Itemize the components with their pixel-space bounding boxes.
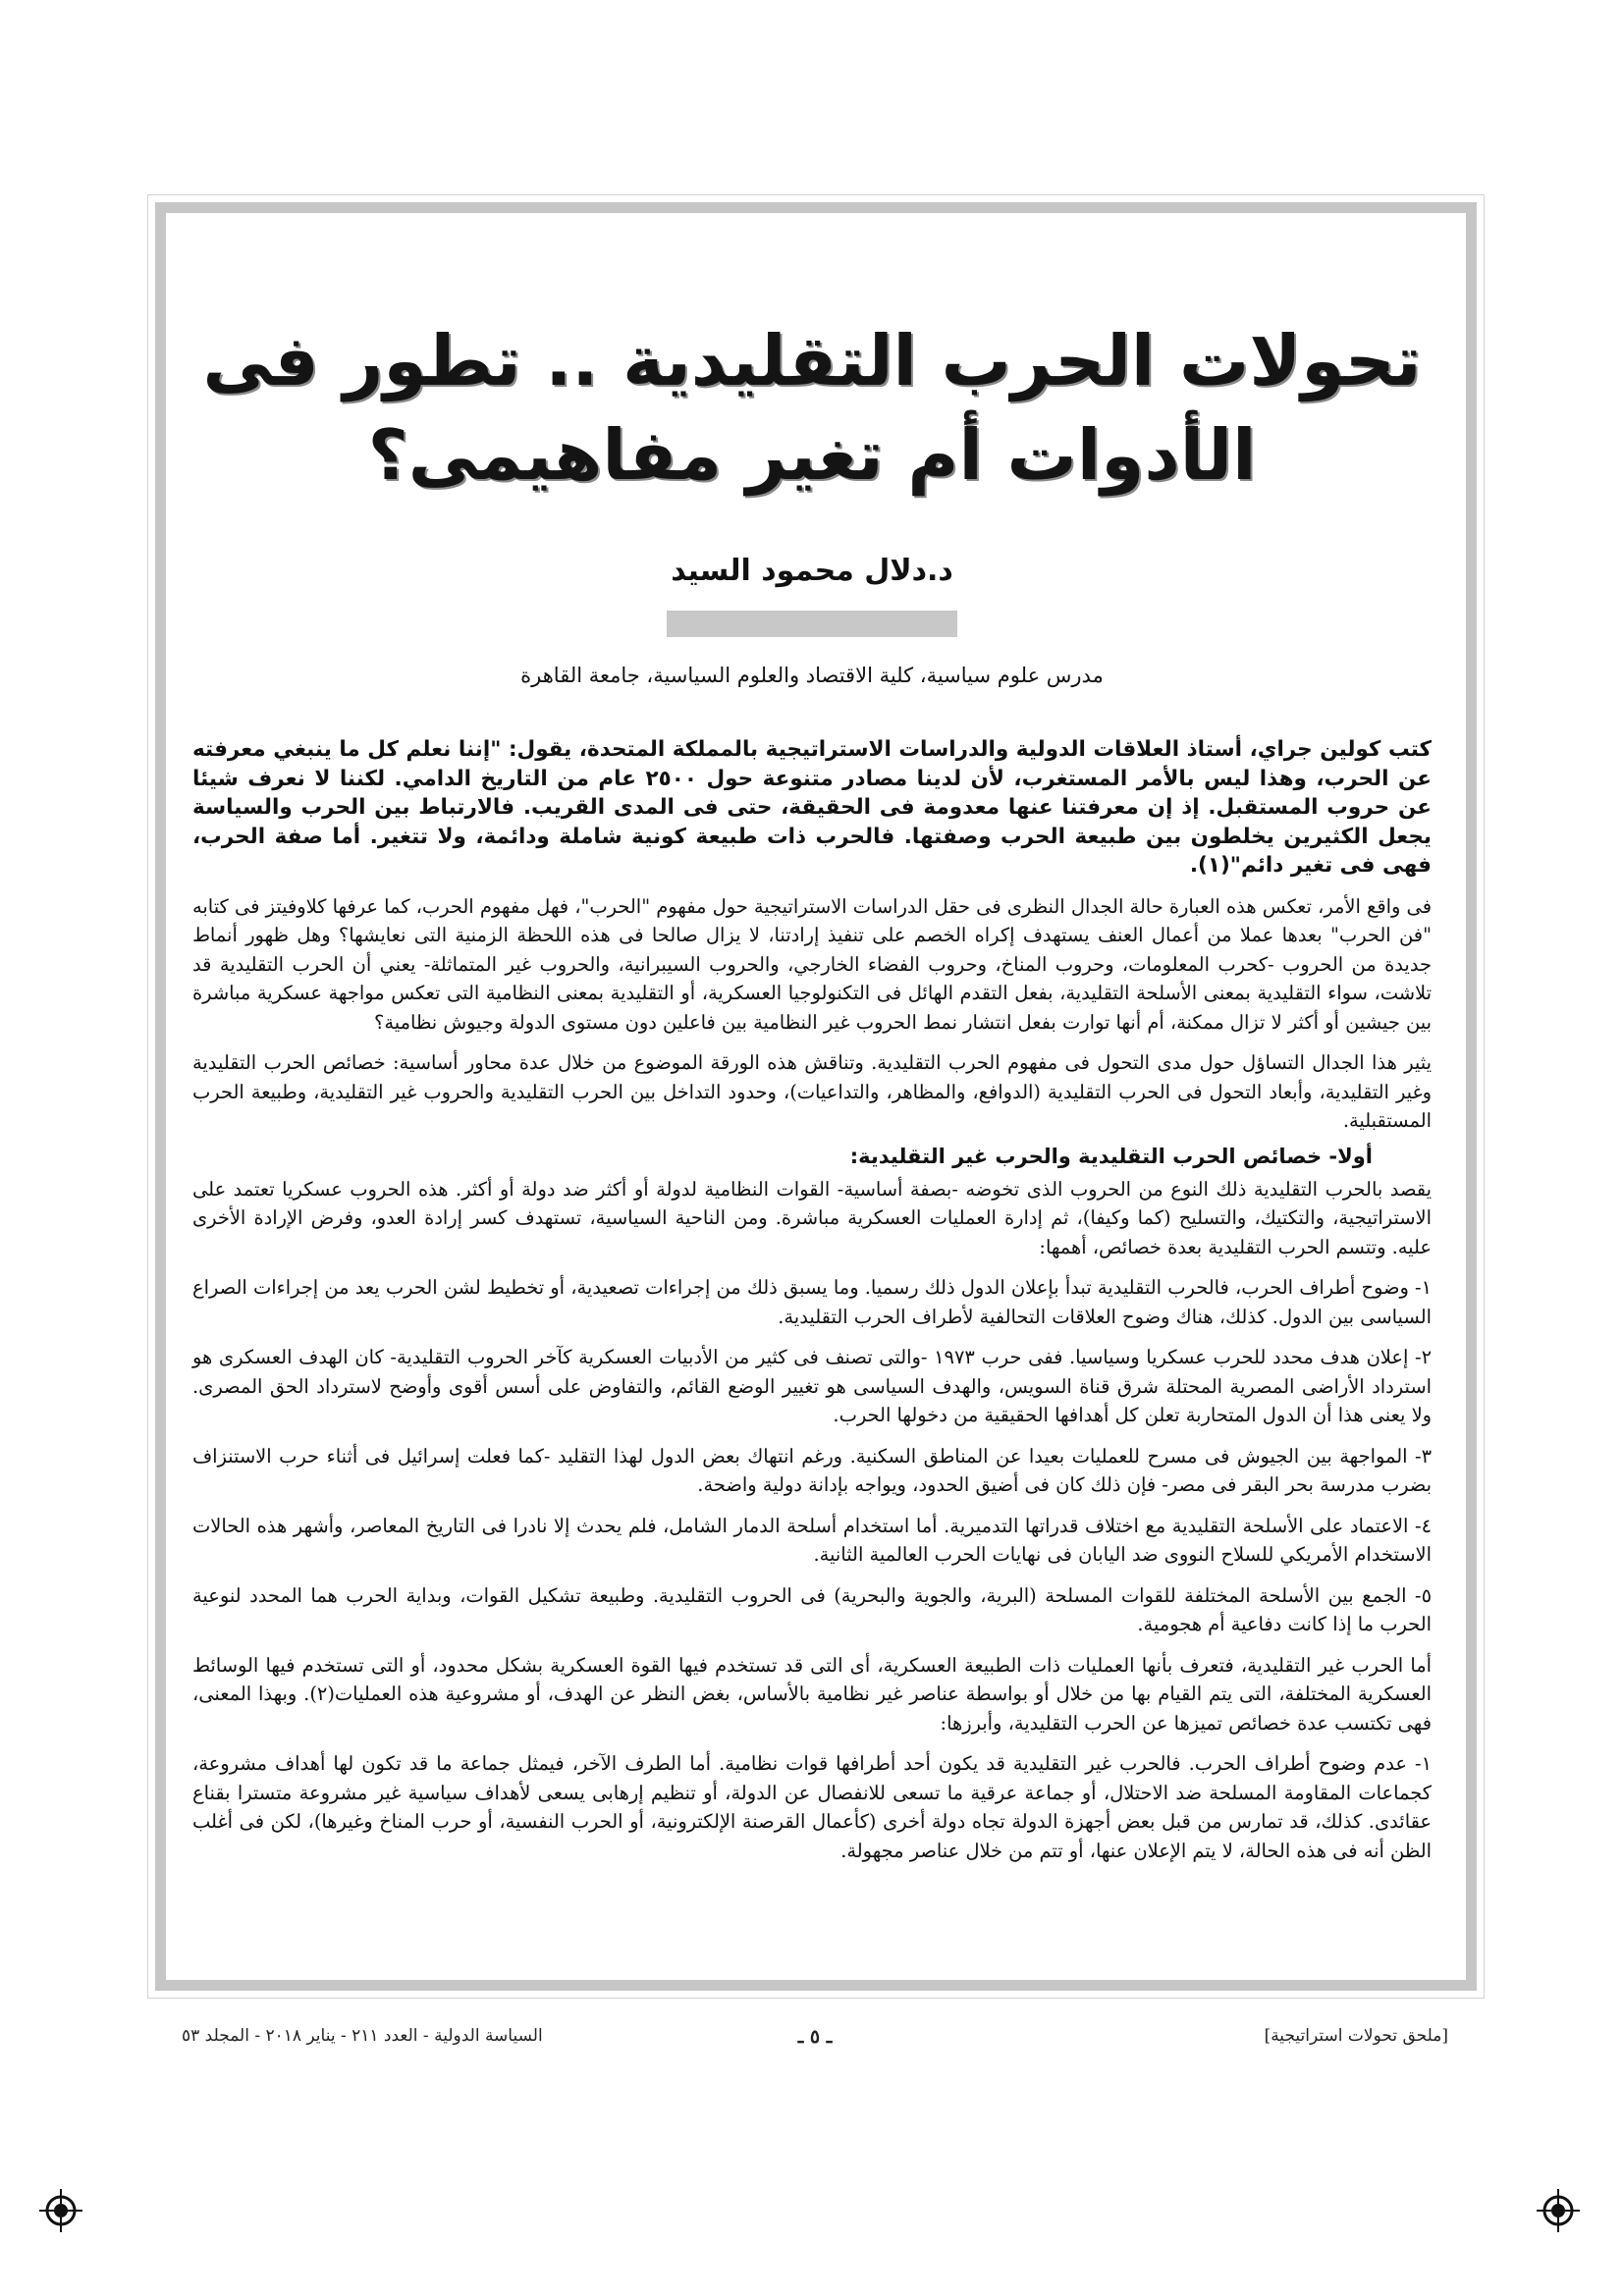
opening-quote: كتب كولين جراي، أستاذ العلاقات الدولية والدراسات الاستراتيجية بالمملكة المتحدة، يقول: "إننا نعلم كل ما ينبغي معرفته عن الحرب، وهذا ليس بالأمر المستغرب، لأن لدينا مصادر متنوعة حول ٢٥٠٠ عام من التاريخ الدامي. لكننا لا نعرف شيئا عن حروب المستقبل. إذ إن معرفتنا عنها معدومة فى الحقيقة، حتى فى المدى القريب. فالارتباط بين الحرب والسياسة يجعل الكثيرين يخلطون بين طبيعة الحرب وصفتها. فالحرب ذات طبيعة كونية شاملة ودائمة، ولا تتغير. أما صفة الحرب، فهى فى تغير دائم"(١).: [192, 737, 1432, 878]
article-title: تحولات الحرب التقليدية .. تطور فى الأدوات أم تغير مفاهيمى؟: [202, 320, 1422, 496]
paragraph-1: فى واقع الأمر، تعكس هذه العبارة حالة الجدال النظرى فى حقل الدراسات الاستراتيجية حول مفهوم "الحرب"، فهل مفهوم الحرب، كما عرفها كلاوفيتز فى كتابه "فن الحرب" بعدها عملا من أعمال العنف يستهدف إكراه الخصم على تنفيذ إرادتنا، لا يزال صالحا فى هذه اللحظة الزمنية التى نعايشها؟ وهل ظهور أنماط جديدة من الحروب -كحرب المعلومات، وحروب المناخ، وحروب الفضاء الخارجي، والحروب السيبرانية، والحروب غير المتماثلة- يعني أن الحرب التقليدية قد تلاشت، سواء التقليدية بمعنى الأسلحة التقليدية، بفعل التقدم الهائل فى التكنولوجيا العسكرية، أو التقليدية بمعنى النظامية التى تعكس مواجهة عسكرية مباشرة بين جيشين أو أكثر لا تزال ممكنة، أم أنها توارت بفعل انتشار نمط الحروب غير النظامية بين فاعلين دون مستوى الدولة وجيوش نظامية؟: [192, 894, 1432, 1034]
footer-issue-info: السياسة الدولية - العدد ٢١١ - يناير ٢٠١٨ - المجلد ٥٣: [182, 2026, 543, 2046]
author-affiliation: مدرس علوم سياسية، كلية الاقتصاد والعلوم السياسية، جامعة القاهرة: [520, 664, 1104, 687]
paragraph-3: يقصد بالحرب التقليدية ذلك النوع من الحروب الذى تخوضه -بصفة أساسية- القوات النظامية لدولة أو أكثر ضد دولة أو أكثر. هذه الحروب عسكريا تعتمد على الاستراتيجية، والتكتيك، والتسليح (كما وكيفا)، ثم إدارة العمليات العسكرية مباشرة. ومن الناحية السياسية، تستهدف كسر إرادة العدو، وفرض الإرادة الأخرى عليه. وتتسم الحرب التقليدية بعدة خصائص، أهمها:: [192, 1177, 1432, 1258]
paragraph-8: ٥- الجمع بين الأسلحة المختلفة للقوات المسلحة (البرية، والجوية والبحرية) فى الحروب التقليدية. وطبيعة تشكيل القوات، وبداية الحرب هما المحدد لنوعية الحرب ما إذا كانت دفاعية أم هجومية.: [192, 1583, 1432, 1635]
paragraph-2: يثير هذا الجدال التساؤل حول مدى التحول فى مفهوم الحرب التقليدية. وتناقش هذه الورقة الموضوع من خلال عدة محاور أساسية: خصائص الحرب التقليدية وغير التقليدية، وأبعاد التحول فى الحرب التقليدية (الدوافع، والمظاهر، والتداعيات)، وحدود التداخل بين الحرب التقليدية والحروب غير التقليدية، وطبيعة الحرب المستقبلية.: [192, 1051, 1432, 1132]
footer-supplement: [ملحق تحولات استراتيجية]: [1264, 2026, 1448, 2046]
page-footer: [182, 2026, 1448, 2059]
article-author: د.دلال محمود السيد: [671, 554, 953, 588]
footer-page-number: ـ ٥ ـ: [797, 2026, 833, 2048]
crosshair-registration-icon: [1537, 2189, 1580, 2232]
paragraph-4: ١- وضوح أطراف الحرب، فالحرب التقليدية تبدأ بإعلان الدول ذلك رسميا. وما يسبق ذلك من إجراءات تصعيدية، أو تخطيط لشن الحرب يعد من إجراءات الصراع السياسى بين الدول. كذلك، هناك وضوح العلاقات التحالفية لأطراف الحرب التقليدية.: [192, 1276, 1432, 1328]
paragraph-10: ١- عدم وضوح أطراف الحرب. فالحرب غير التقليدية قد يكون أحد أطرافها قوات نظامية. أما الطرف الآخر، فيمثل جماعة ما قد تكون لها أهداف مشروعة، كجماعات المقاومة المسلحة ضد الاحتلال، أو جماعة عرقية ما تسعى للانفصال عن الدولة، أو تنظيم إرهابى يسعى لأهداف سياسية غير مشروعة متسترا بقناع عقائدى. كذلك، قد تمارس من قبل بعض أجهزة الدولة تجاه دولة أخرى (كأعمال القرصنة الإلكترونية، أو الحرب النفسية، أو حرب المناخ وغيرها)، لكن فى أغلب الظن أنه فى هذه الحالة، لا يتم الإعلان عنها، أو تتم من خلال عناصر مجهولة.: [192, 1752, 1432, 1862]
article: [192, 294, 1432, 1865]
paragraph-6: ٣- المواجهة بين الجيوش فى مسرح للعمليات بعيدا عن المناطق السكنية. ورغم انتهاك بعض الدول لهذا التقليد -كما فعلت إسرائيل فى أثناء حرب الاستنزاف بضرب مدرسة بحر البقر فى مصر- فإن ذلك كان فى أضيق الحدود، ويواجه بإدانة دولية واضحة.: [192, 1444, 1432, 1496]
paragraph-5: ٢- إعلان هدف محدد للحرب عسكريا وسياسيا. ففى حرب ١٩٧٣ -والتى تصنف فى كثير من الأدبيات العسكرية كآخر الحروب التقليدية- كان الهدف العسكرى هو استرداد الأراضى المصرية المحتلة شرق قناة السويس، والهدف السياسى هو تغيير الوضع القائم، والتفاوض على أسس أقوى وأوضح لاسترداد الحق المصرى. ولا يعنى هذا أن الدول المتحاربة تعلن كل أهدافها الحقيقية من دخولها الحرب.: [192, 1346, 1432, 1426]
crosshair-registration-icon: [39, 2189, 82, 2232]
author-underline-bar: [667, 611, 957, 637]
paragraph-9: أما الحرب غير التقليدية، فتعرف بأنها العمليات ذات الطبيعة العسكرية، أى التى قد تستخدم فيها القوة العسكرية بشكل محدود، أو التى تستخدم فيها الوسائط العسكرية المختلفة، التى يتم القيام بها من خلال أو بواسطة عناصر غير نظامية بالأساس، بغض النظر عن الهدف، أو مشروعية هذه العمليات(٢). وبهذا المعنى، فهى تكتسب عدة خصائص تميزها عن الحرب التقليدية، وأبرزها:: [192, 1653, 1433, 1735]
paragraph-7: ٤- الاعتماد على الأسلحة التقليدية مع اختلاف قدراتها التدميرية. أما استخدام أسلحة الدمار الشامل، فلم يحدث إلا نادرا فى التاريخ المعاصر، وأشهر هذه الحالات الاستخدام الأمريكي للسلاح النووى ضد اليابان فى نهايات الحرب العالمية الثانية.: [192, 1514, 1432, 1566]
section-heading-1: أولا- خصائص الحرب التقليدية والحرب غير التقليدية:: [849, 1144, 1373, 1168]
